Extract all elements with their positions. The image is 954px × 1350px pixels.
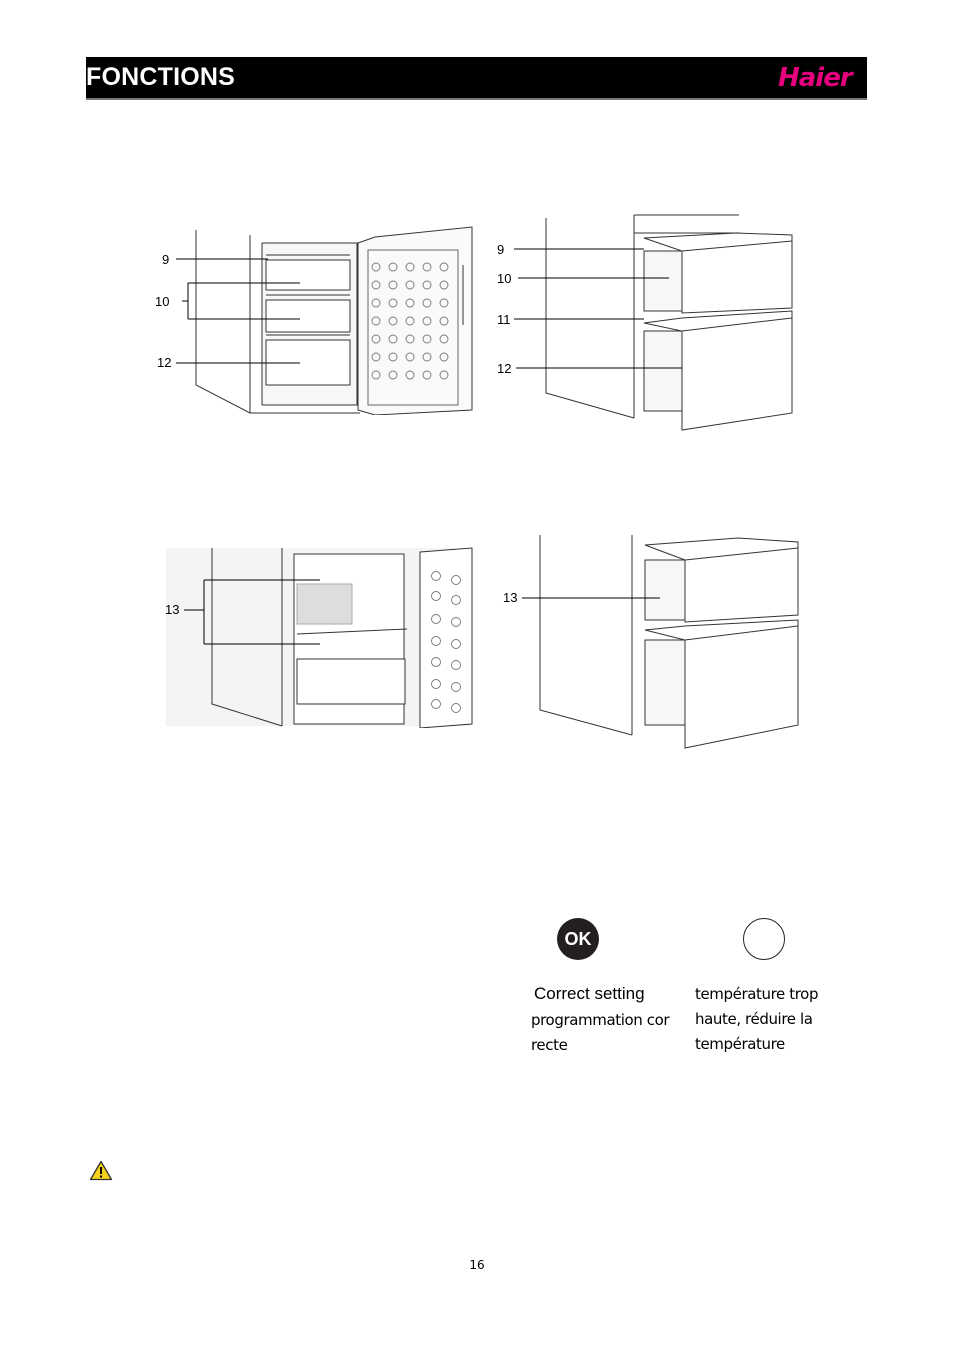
section-title: FONCTIONS [86,63,236,91]
warm-indicator-icon [743,918,785,960]
callout-11: 11 [497,312,511,327]
ok-indicator-icon: OK [557,918,599,960]
page-number: 16 [469,1258,485,1272]
callout-12: 12 [497,361,512,376]
correct-setting-label: Correct setting [534,984,645,1003]
callout-12: 12 [157,355,172,370]
figure-drawers-shelf-view [500,530,802,752]
callout-9: 9 [162,252,170,267]
correct-setting-description: programmation cor recte [531,1011,670,1054]
figure-shelves-interior [162,524,474,728]
figure-freezer-drawers-open [494,213,799,435]
callout-10: 10 [497,271,512,286]
callout-9: 9 [497,242,505,257]
figure-freezer-door-open [150,215,475,415]
callout-13: 13 [165,602,180,617]
haier-logo: Haier [778,63,852,93]
section-header [86,57,867,100]
callout-10: 10 [155,294,170,309]
warning-triangle-icon [89,1160,113,1186]
callout-13: 13 [503,590,518,605]
warm-setting-description: température trop haute, réduire la température [695,985,819,1053]
